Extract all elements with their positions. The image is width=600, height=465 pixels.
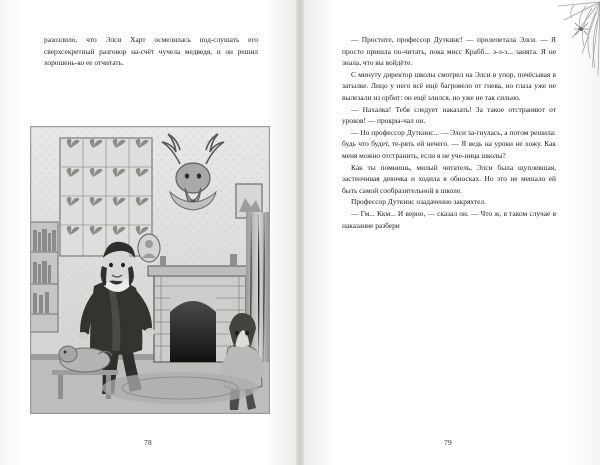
paragraph: — Нахалка! Тебя следует наказать! За такое отстраняют от уроков! — прокры-чал он.: [342, 104, 556, 126]
page-number-left: 78: [144, 438, 153, 447]
paragraph: — Но профессор Дуткинс... — Элси за-гнулась, а потом решила: будь что будет, те-рять ей нечего. — Я ведь на уроки не хожу. Как меня можно отстранить, если я не уче-ница школы?: [342, 127, 556, 160]
paragraph: — Гм... Ккм... И верно, — сказал он. — Что ж, в таком случае в наказание разбери: [342, 208, 556, 230]
paragraph: Как ты помнишь, милый читатель, Элси была щуплевшая, застенчивая девочка и ходила в обносках. Но это не мешало ей быть самой сообразительной в школе.: [342, 162, 556, 195]
book-gutter: [296, 0, 304, 465]
paragraph: — Простите, профессор Дуткинс! — пролепетала Элси. — Я просто пришла по-читать, пока мисс Крабб... э-э-э... занята. Я не знала, что вы войдёте.: [342, 35, 556, 68]
right-page-text: [342, 34, 556, 231]
paragraph: С минуту директор школы смотрел на Элси в упор, почёсывая в затылке. Лицо у него всё ещё багровело от гнева, но глаза уже не вылезали из орбит: он ещё злился, но уже не так сильно.: [342, 69, 556, 102]
paragraph: разозлило, что Элси Харт осмелилась под-слушать его сверхсекретный разговор на-счёт чучела медведя, и он решил хорошень-ко ее отчитать.: [44, 35, 258, 68]
left-page-text: [44, 34, 258, 69]
page-number-right: 79: [444, 438, 453, 447]
illustration: [30, 126, 270, 414]
paragraph: Профессор Дуткинс озадаченно закряхтел.: [351, 197, 486, 207]
